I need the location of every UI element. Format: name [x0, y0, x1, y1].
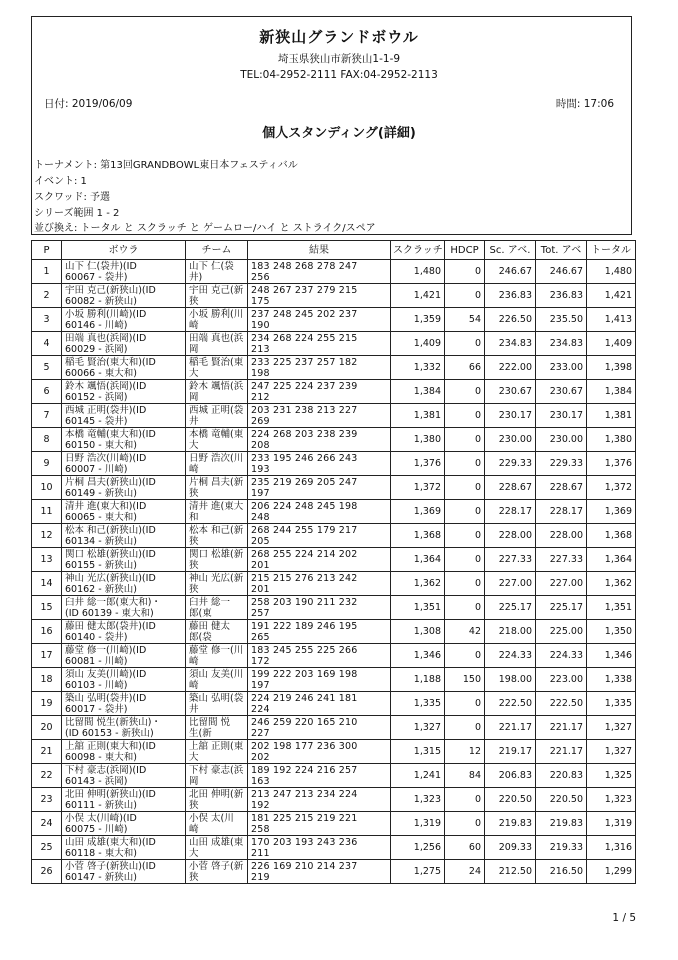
total-cell: 1,369	[587, 500, 636, 524]
scratch-cell: 1,351	[391, 596, 445, 620]
team-cell: 本橋 竜輔(東 大	[186, 428, 248, 452]
hdcp-cell: 54	[445, 308, 485, 332]
report-time: 時間: 17:06	[555, 98, 614, 110]
results-cell: 199 222 203 169 198 197	[248, 668, 391, 692]
scratch-cell: 1,315	[391, 740, 445, 764]
team-cell: 須山 友美(川 崎	[186, 668, 248, 692]
position-cell: 1	[32, 260, 62, 284]
bowler-cell: 小坂 勝利(川崎)(ID 60146 - 川崎)	[62, 308, 186, 332]
position-cell: 3	[32, 308, 62, 332]
hdcp-cell: 0	[445, 284, 485, 308]
total-cell: 1,338	[587, 668, 636, 692]
sc-avg-cell: 226.50	[485, 308, 536, 332]
team-cell: 北田 伸明(新 狭	[186, 788, 248, 812]
total-cell: 1,327	[587, 740, 636, 764]
position-cell: 19	[32, 692, 62, 716]
tot-avg-cell: 216.50	[536, 860, 587, 884]
bowler-cell: 山田 成雄(東大和)(ID 60118 - 東大和)	[62, 836, 186, 860]
col-header-hdcp: HDCP	[445, 241, 485, 260]
position-cell: 7	[32, 404, 62, 428]
tot-avg-cell: 246.67	[536, 260, 587, 284]
table-row	[32, 476, 636, 500]
hdcp-cell: 0	[445, 404, 485, 428]
scratch-cell: 1,421	[391, 284, 445, 308]
table-row	[32, 596, 636, 620]
bowler-cell: 西城 正明(袋井)(ID 60145 - 袋井)	[62, 404, 186, 428]
position-cell: 24	[32, 812, 62, 836]
table-row	[32, 356, 636, 380]
sc-avg-cell: 236.83	[485, 284, 536, 308]
position-cell: 13	[32, 548, 62, 572]
col-header-position: P	[32, 241, 62, 260]
hdcp-cell: 0	[445, 572, 485, 596]
bowler-cell: 比留間 悦生(新狭山)・ (ID 60153 - 新狭山)	[62, 716, 186, 740]
venue-address: 埼玉県狭山市新狭山1-1-9	[277, 53, 401, 65]
team-cell: 清井 進(東大 和	[186, 500, 248, 524]
scratch-cell: 1,256	[391, 836, 445, 860]
sc-avg-cell: 229.33	[485, 452, 536, 476]
position-cell: 18	[32, 668, 62, 692]
sc-avg-cell: 219.83	[485, 812, 536, 836]
table-row	[32, 308, 636, 332]
results-cell: 258 203 190 211 232 257	[248, 596, 391, 620]
results-cell: 268 244 255 179 217 205	[248, 524, 391, 548]
scratch-cell: 1,188	[391, 668, 445, 692]
scratch-cell: 1,380	[391, 428, 445, 452]
bowler-cell: 松本 和己(新狭山)(ID 60134 - 新狭山)	[62, 524, 186, 548]
sc-avg-cell: 234.83	[485, 332, 536, 356]
total-cell: 1,368	[587, 524, 636, 548]
results-cell: 246 259 220 165 210 227	[248, 716, 391, 740]
tot-avg-cell: 221.17	[536, 740, 587, 764]
team-cell: 藤田 健太 郎(袋	[186, 620, 248, 644]
position-cell: 16	[32, 620, 62, 644]
bowler-cell: 宇田 克己(新狭山)(ID 60082 - 新狭山)	[62, 284, 186, 308]
hdcp-cell: 0	[445, 812, 485, 836]
bowler-cell: 北田 伸明(新狭山)(ID 60111 - 新狭山)	[62, 788, 186, 812]
results-cell: 247 225 224 237 239 212	[248, 380, 391, 404]
position-cell: 2	[32, 284, 62, 308]
table-row	[32, 284, 636, 308]
col-header-results: 結果	[248, 241, 391, 260]
total-cell: 1,380	[587, 428, 636, 452]
bowler-cell: 臼井 総一郎(東大和)・ (ID 60139 - 東大和)	[62, 596, 186, 620]
meta-squad: スクワッド: 予選	[34, 192, 111, 203]
total-cell: 1,376	[587, 452, 636, 476]
hdcp-cell: 0	[445, 596, 485, 620]
venue-name: 新狭山グランドボウル	[259, 28, 419, 46]
header-row	[32, 241, 636, 260]
results-cell: 181 225 215 219 221 258	[248, 812, 391, 836]
scratch-cell: 1,409	[391, 332, 445, 356]
results-cell: 191 222 189 246 195 265	[248, 620, 391, 644]
total-cell: 1,299	[587, 860, 636, 884]
results-cell: 213 247 213 234 224 192	[248, 788, 391, 812]
total-cell: 1,350	[587, 620, 636, 644]
tot-avg-cell: 223.00	[536, 668, 587, 692]
team-cell: 藤堂 修一(川 崎	[186, 644, 248, 668]
table-row	[32, 572, 636, 596]
bowler-cell: 鈴木 颯悟(浜岡)(ID 60152 - 浜岡)	[62, 380, 186, 404]
position-cell: 25	[32, 836, 62, 860]
results-cell: 248 267 237 279 215 175	[248, 284, 391, 308]
scratch-cell: 1,323	[391, 788, 445, 812]
sc-avg-cell: 198.00	[485, 668, 536, 692]
sc-avg-cell: 246.67	[485, 260, 536, 284]
table-row	[32, 548, 636, 572]
bowler-cell: 藤田 健太郎(袋井)(ID 60140 - 袋井)	[62, 620, 186, 644]
scratch-cell: 1,384	[391, 380, 445, 404]
sc-avg-cell: 228.17	[485, 500, 536, 524]
scratch-cell: 1,327	[391, 716, 445, 740]
total-cell: 1,346	[587, 644, 636, 668]
tot-avg-cell: 225.00	[536, 620, 587, 644]
team-cell: 山田 成雄(東 大	[186, 836, 248, 860]
table-row	[32, 740, 636, 764]
total-cell: 1,362	[587, 572, 636, 596]
bowler-cell: 藤堂 修一(川崎)(ID 60081 - 川崎)	[62, 644, 186, 668]
hdcp-cell: 0	[445, 524, 485, 548]
scratch-cell: 1,364	[391, 548, 445, 572]
team-cell: 松本 和己(新 狭	[186, 524, 248, 548]
sc-avg-cell: 228.67	[485, 476, 536, 500]
table-row	[32, 620, 636, 644]
tot-avg-cell: 220.50	[536, 788, 587, 812]
col-header-scratch: スクラッチ	[391, 241, 445, 260]
position-cell: 11	[32, 500, 62, 524]
bowler-cell: 上舘 正則(東大和)(ID 60098 - 東大和)	[62, 740, 186, 764]
total-cell: 1,323	[587, 788, 636, 812]
team-cell: 神山 光広(新 狭	[186, 572, 248, 596]
total-cell: 1,413	[587, 308, 636, 332]
results-cell: 215 215 276 213 242 201	[248, 572, 391, 596]
hdcp-cell: 0	[445, 716, 485, 740]
scratch-cell: 1,376	[391, 452, 445, 476]
tot-avg-cell: 230.67	[536, 380, 587, 404]
table-row	[32, 404, 636, 428]
table-row	[32, 692, 636, 716]
position-cell: 8	[32, 428, 62, 452]
tot-avg-cell: 224.33	[536, 644, 587, 668]
scratch-cell: 1,368	[391, 524, 445, 548]
team-cell: 小坂 勝利(川 崎	[186, 308, 248, 332]
bowler-cell: 清井 進(東大和)(ID 60065 - 東大和)	[62, 500, 186, 524]
team-cell: 上舘 正則(東 大	[186, 740, 248, 764]
sc-avg-cell: 212.50	[485, 860, 536, 884]
scratch-cell: 1,359	[391, 308, 445, 332]
results-cell: 170 203 193 243 236 211	[248, 836, 391, 860]
position-cell: 12	[32, 524, 62, 548]
hdcp-cell: 0	[445, 476, 485, 500]
team-cell: 片桐 昌夫(新 狭	[186, 476, 248, 500]
team-cell: 西城 正明(袋 井	[186, 404, 248, 428]
results-cell: 183 248 268 278 247 256	[248, 260, 391, 284]
table-row	[32, 380, 636, 404]
col-header-team: チーム	[186, 241, 248, 260]
table-row	[32, 428, 636, 452]
hdcp-cell: 42	[445, 620, 485, 644]
sc-avg-cell: 227.00	[485, 572, 536, 596]
tot-avg-cell: 230.17	[536, 404, 587, 428]
scratch-cell: 1,308	[391, 620, 445, 644]
results-cell: 237 248 245 202 237 190	[248, 308, 391, 332]
total-cell: 1,409	[587, 332, 636, 356]
scratch-cell: 1,275	[391, 860, 445, 884]
table-row	[32, 716, 636, 740]
table-row	[32, 788, 636, 812]
team-cell: 小俣 太(川 崎	[186, 812, 248, 836]
team-cell: 比留間 悦 生(新	[186, 716, 248, 740]
total-cell: 1,384	[587, 380, 636, 404]
bowler-cell: 本橋 竜輔(東大和)(ID 60150 - 東大和)	[62, 428, 186, 452]
tot-avg-cell: 229.33	[536, 452, 587, 476]
hdcp-cell: 0	[445, 380, 485, 404]
hdcp-cell: 0	[445, 428, 485, 452]
report-title: 個人スタンディング(詳細)	[262, 126, 416, 141]
tot-avg-cell: 236.83	[536, 284, 587, 308]
team-cell: 小菅 啓子(新 狭	[186, 860, 248, 884]
bowler-cell: 片桐 昌夫(新狭山)(ID 60149 - 新狭山)	[62, 476, 186, 500]
bowler-cell: 小菅 啓子(新狭山)(ID 60147 - 新狭山)	[62, 860, 186, 884]
hdcp-cell: 66	[445, 356, 485, 380]
position-cell: 23	[32, 788, 62, 812]
team-cell: 宇田 克己(新 狭	[186, 284, 248, 308]
team-cell: 臼井 総一 郎(東	[186, 596, 248, 620]
hdcp-cell: 60	[445, 836, 485, 860]
team-cell: 山下 仁(袋 井)	[186, 260, 248, 284]
tot-avg-cell: 228.00	[536, 524, 587, 548]
scratch-cell: 1,319	[391, 812, 445, 836]
col-header-tot-avg: Tot. アベ	[536, 241, 587, 260]
position-cell: 9	[32, 452, 62, 476]
sc-avg-cell: 222.00	[485, 356, 536, 380]
sc-avg-cell: 230.17	[485, 404, 536, 428]
total-cell: 1,327	[587, 716, 636, 740]
hdcp-cell: 0	[445, 332, 485, 356]
team-cell: 田端 真也(浜 岡	[186, 332, 248, 356]
total-cell: 1,398	[587, 356, 636, 380]
scratch-cell: 1,332	[391, 356, 445, 380]
position-cell: 6	[32, 380, 62, 404]
results-cell: 234 268 224 255 215 213	[248, 332, 391, 356]
table-row	[32, 452, 636, 476]
hdcp-cell: 0	[445, 548, 485, 572]
table-row	[32, 764, 636, 788]
table-row	[32, 524, 636, 548]
tot-avg-cell: 219.83	[536, 812, 587, 836]
col-header-total: トータル	[587, 241, 636, 260]
tot-avg-cell: 227.33	[536, 548, 587, 572]
team-cell: 鈴木 颯悟(浜 岡	[186, 380, 248, 404]
sc-avg-cell: 224.33	[485, 644, 536, 668]
sc-avg-cell: 222.50	[485, 692, 536, 716]
position-cell: 22	[32, 764, 62, 788]
hdcp-cell: 0	[445, 788, 485, 812]
bowler-cell: 山下 仁(袋井)(ID 60067 - 袋井)	[62, 260, 186, 284]
tot-avg-cell: 234.83	[536, 332, 587, 356]
tot-avg-cell: 235.50	[536, 308, 587, 332]
meta-event: イベント: 1	[34, 176, 87, 187]
hdcp-cell: 0	[445, 452, 485, 476]
table-row	[32, 812, 636, 836]
bowler-cell: 田端 真也(浜岡)(ID 60029 - 浜岡)	[62, 332, 186, 356]
sc-avg-cell: 228.00	[485, 524, 536, 548]
sc-avg-cell: 219.17	[485, 740, 536, 764]
results-cell: 224 268 203 238 239 208	[248, 428, 391, 452]
tot-avg-cell: 225.17	[536, 596, 587, 620]
position-cell: 14	[32, 572, 62, 596]
sc-avg-cell: 230.00	[485, 428, 536, 452]
tot-avg-cell: 228.67	[536, 476, 587, 500]
total-cell: 1,325	[587, 764, 636, 788]
tot-avg-cell: 227.00	[536, 572, 587, 596]
team-cell: 関口 松雄(新 狭	[186, 548, 248, 572]
results-cell: 202 198 177 236 300 202	[248, 740, 391, 764]
bowler-cell: 築山 弘明(袋井)(ID 60017 - 袋井)	[62, 692, 186, 716]
total-cell: 1,364	[587, 548, 636, 572]
total-cell: 1,381	[587, 404, 636, 428]
hdcp-cell: 84	[445, 764, 485, 788]
scratch-cell: 1,335	[391, 692, 445, 716]
hdcp-cell: 0	[445, 500, 485, 524]
team-cell: 日野 浩次(川 崎	[186, 452, 248, 476]
report-date: 日付: 2019/06/09	[44, 98, 133, 110]
table-row	[32, 500, 636, 524]
table-row	[32, 644, 636, 668]
team-cell: 築山 弘明(袋 井	[186, 692, 248, 716]
hdcp-cell: 0	[445, 692, 485, 716]
bowler-cell: 関口 松雄(新狭山)(ID 60155 - 新狭山)	[62, 548, 186, 572]
results-cell: 203 231 238 213 227 269	[248, 404, 391, 428]
sc-avg-cell: 220.50	[485, 788, 536, 812]
standings-table	[31, 240, 636, 884]
bowler-cell: 小俣 太(川崎)(ID 60075 - 川崎)	[62, 812, 186, 836]
results-cell: 226 169 210 214 237 219	[248, 860, 391, 884]
bowler-cell: 日野 浩次(川崎)(ID 60007 - 川崎)	[62, 452, 186, 476]
team-cell: 下村 豪志(浜 岡	[186, 764, 248, 788]
hdcp-cell: 0	[445, 644, 485, 668]
sc-avg-cell: 230.67	[485, 380, 536, 404]
total-cell: 1,351	[587, 596, 636, 620]
tot-avg-cell: 221.17	[536, 716, 587, 740]
results-cell: 233 225 237 257 182 198	[248, 356, 391, 380]
scratch-cell: 1,241	[391, 764, 445, 788]
sc-avg-cell: 227.33	[485, 548, 536, 572]
page-number: 1 / 5	[612, 912, 636, 924]
table-row	[32, 332, 636, 356]
total-cell: 1,421	[587, 284, 636, 308]
tot-avg-cell: 230.00	[536, 428, 587, 452]
total-cell: 1,480	[587, 260, 636, 284]
bowler-cell: 稲毛 賢治(東大和)(ID 60066 - 東大和)	[62, 356, 186, 380]
total-cell: 1,316	[587, 836, 636, 860]
bowler-cell: 神山 光広(新狭山)(ID 60162 - 新狭山)	[62, 572, 186, 596]
sc-avg-cell: 218.00	[485, 620, 536, 644]
scratch-cell: 1,381	[391, 404, 445, 428]
bowler-cell: 下村 豪志(浜岡)(ID 60143 - 浜岡)	[62, 764, 186, 788]
position-cell: 17	[32, 644, 62, 668]
results-cell: 189 192 224 216 257 163	[248, 764, 391, 788]
position-cell: 10	[32, 476, 62, 500]
venue-tel-fax: TEL:04-2952-2111 FAX:04-2952-2113	[240, 69, 438, 81]
table-row	[32, 260, 636, 284]
sc-avg-cell: 225.17	[485, 596, 536, 620]
table-row	[32, 860, 636, 884]
total-cell: 1,319	[587, 812, 636, 836]
bowler-cell: 須山 友美(川崎)(ID 60103 - 川崎)	[62, 668, 186, 692]
hdcp-cell: 0	[445, 260, 485, 284]
scratch-cell: 1,369	[391, 500, 445, 524]
results-cell: 268 255 224 214 202 201	[248, 548, 391, 572]
results-cell: 183 245 255 225 266 172	[248, 644, 391, 668]
tot-avg-cell: 233.00	[536, 356, 587, 380]
position-cell: 20	[32, 716, 62, 740]
team-cell: 稲毛 賢治(東 大	[186, 356, 248, 380]
total-cell: 1,372	[587, 476, 636, 500]
position-cell: 26	[32, 860, 62, 884]
table-row	[32, 836, 636, 860]
scratch-cell: 1,362	[391, 572, 445, 596]
scratch-cell: 1,480	[391, 260, 445, 284]
results-cell: 224 219 246 241 181 224	[248, 692, 391, 716]
sc-avg-cell: 206.83	[485, 764, 536, 788]
hdcp-cell: 24	[445, 860, 485, 884]
results-cell: 235 219 269 205 247 197	[248, 476, 391, 500]
tot-avg-cell: 220.83	[536, 764, 587, 788]
results-cell: 233 195 246 266 243 193	[248, 452, 391, 476]
col-header-sc-avg: Sc. アベ.	[485, 241, 536, 260]
tot-avg-cell: 219.33	[536, 836, 587, 860]
results-cell: 206 224 248 245 198 248	[248, 500, 391, 524]
col-header-bowler: ボウラ	[62, 241, 186, 260]
position-cell: 5	[32, 356, 62, 380]
sc-avg-cell: 221.17	[485, 716, 536, 740]
tot-avg-cell: 222.50	[536, 692, 587, 716]
position-cell: 21	[32, 740, 62, 764]
meta-tournament: トーナメント: 第13回GRANDBOWL東日本フェスティバル	[34, 160, 298, 171]
scratch-cell: 1,346	[391, 644, 445, 668]
position-cell: 4	[32, 332, 62, 356]
table-row	[32, 668, 636, 692]
total-cell: 1,335	[587, 692, 636, 716]
hdcp-cell: 150	[445, 668, 485, 692]
tot-avg-cell: 228.17	[536, 500, 587, 524]
meta-series: シリーズ範囲 1 - 2	[34, 208, 120, 219]
position-cell: 15	[32, 596, 62, 620]
scratch-cell: 1,372	[391, 476, 445, 500]
sc-avg-cell: 209.33	[485, 836, 536, 860]
hdcp-cell: 12	[445, 740, 485, 764]
standings-body	[32, 260, 636, 884]
meta-sort: 並び換え: トータル と スクラッチ と ゲームロー/ハイ と ストライク/スペア	[34, 223, 376, 234]
